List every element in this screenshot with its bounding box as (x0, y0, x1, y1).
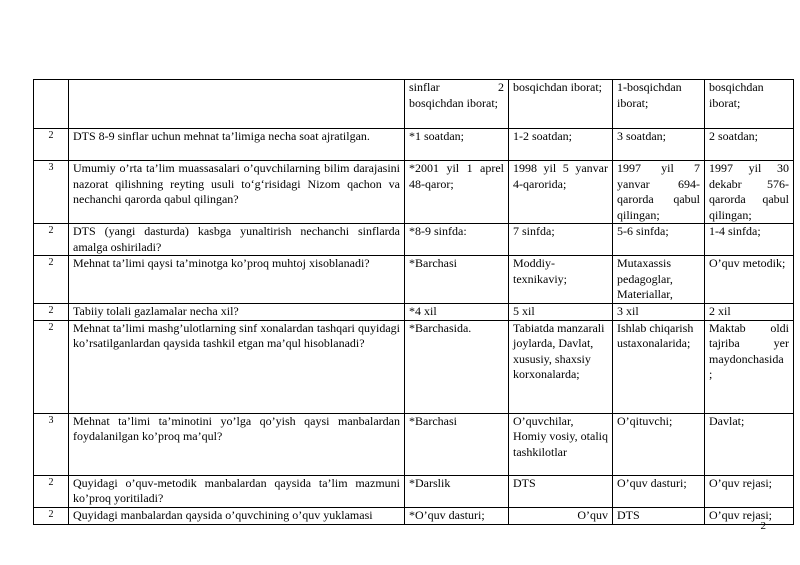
answer-correct: *Barchasi (405, 413, 509, 475)
answer-option-4: Maktab oldi tajriba yer maydonchasida ; (705, 320, 794, 413)
page-number: 2 (760, 520, 766, 532)
question-text: Mehnat ta’limi ta’minotini yo’lga qo’yish qaysi manbalardan foydalanilgan ko’proq ma’qul? (69, 413, 405, 475)
answer-option-4: O’quv metodik; (705, 256, 794, 304)
answer-option-3: 3 soatdan; (613, 129, 705, 161)
question-points: 2 (34, 256, 69, 304)
answer-option-2: bosqichdan iborat; (509, 80, 613, 129)
question-text: DTS (yangi dasturda) kasbga yunaltirish nechanchi sinflarda amalga oshiriladi? (69, 224, 405, 256)
answer-option-3: DTS (613, 507, 705, 524)
answer-option-2: 1998 yil 5 yanvar 4-qarorida; (509, 161, 613, 224)
table-row (34, 413, 794, 475)
table-row (34, 224, 794, 256)
answer-option-3: Ishlab chiqarish ustaxonalarida; (613, 320, 705, 413)
answer-correct: *2001 yil 1 aprel 48-qaror; (405, 161, 509, 224)
answer-option-4: O’quv rejasi; (705, 475, 794, 507)
answer-correct: *Barchasi (405, 256, 509, 304)
question-table (33, 79, 794, 525)
answer-correct: *Barchasida. (405, 320, 509, 413)
question-text: Umumiy o’rta ta’lim muassasalari o’quvchilarning bilim darajasini nazorat qilishning reyting usuli to‘g‘risidagi Nizom qachon va nechanchi qarorda qabul qilingan? (69, 161, 405, 224)
table-row (34, 161, 794, 224)
answer-correct: *4 xil (405, 303, 509, 320)
answer-option-3: O’qituvchi; (613, 413, 705, 475)
answer-option-4: O’quv rejasi; (705, 507, 794, 524)
answer-option-4: 1-4 sinfda; (705, 224, 794, 256)
table-row (34, 475, 794, 507)
answer-option-4: Davlat; (705, 413, 794, 475)
question-text: DTS 8-9 sinflar uchun mehnat ta’limiga necha soat ajratilgan. (69, 129, 405, 161)
question-points: 2 (34, 303, 69, 320)
answer-option-3: 1997 yil 7 yanvar 694-qarorda qabul qilingan; (613, 161, 705, 224)
question-text: Quyidagi o’quv-metodik manbalardan qaysida ta’lim mazmuni ko’proq yoritiladi? (69, 475, 405, 507)
answer-option-2: 7 sinfda; (509, 224, 613, 256)
answer-option-3: 1-bosqichdan iborat; (613, 80, 705, 129)
answer-option-2: Moddiy-texnikaviy; (509, 256, 613, 304)
table-row (34, 256, 794, 304)
table-row (34, 320, 794, 413)
question-points: 2 (34, 320, 69, 413)
answer-option-2: Tabiatda manzarali joylarda, Davlat, xususiy, shaxsiy korxonalarda; (509, 320, 613, 413)
table-row (34, 507, 794, 524)
answer-option-2: DTS (509, 475, 613, 507)
question-points: 2 (34, 224, 69, 256)
answer-option-2: 5 xil (509, 303, 613, 320)
answer-correct: *Darslik (405, 475, 509, 507)
answer-option-4: 2 soatdan; (705, 129, 794, 161)
answer-option-4: 2 xil (705, 303, 794, 320)
table-row (34, 303, 794, 320)
answer-option-3: 5-6 sinfda; (613, 224, 705, 256)
question-text: Mehnat ta’limi qaysi ta’minotga ko’proq muhtoj xisoblanadi? (69, 256, 405, 304)
question-points: 2 (34, 475, 69, 507)
question-points: 2 (34, 129, 69, 161)
question-points (34, 80, 69, 129)
answer-correct: sinflar 2 bosqichdan iborat; (405, 80, 509, 129)
table-row (34, 129, 794, 161)
answer-option-2: 1-2 soatdan; (509, 129, 613, 161)
answer-option-3: O’quv dasturi; (613, 475, 705, 507)
question-points: 2 (34, 507, 69, 524)
question-points: 3 (34, 413, 69, 475)
answer-option-4: 1997 yil 30 dekabr 576-qarorda qabul qilingan; (705, 161, 794, 224)
question-text (69, 80, 405, 129)
answer-option-2: O’quv (509, 507, 613, 524)
question-text: Mehnat ta’limi mashg’ulotlarning sinf xonalardan tashqari quyidagi ko’rsatilganlardan qaysida tashkil etgan ma’qul hisoblanadi? (69, 320, 405, 413)
answer-option-3: Mutaxassis pedagoglar, Materiallar, (613, 256, 705, 304)
table-row (34, 80, 794, 129)
answer-option-4: bosqichdan iborat; (705, 80, 794, 129)
question-points: 3 (34, 161, 69, 224)
answer-option-2: O’quvchilar, Homiy vosiy, otaliq tashkilotlar (509, 413, 613, 475)
answer-correct: *O’quv dasturi; (405, 507, 509, 524)
question-text: Tabiiy tolali gazlamalar necha xil? (69, 303, 405, 320)
question-text: Quyidagi manbalardan qaysida o’quvchining o’quv yuklamasi (69, 507, 405, 524)
answer-option-3: 3 xil (613, 303, 705, 320)
answer-correct: *8-9 sinfda: (405, 224, 509, 256)
answer-correct: *1 soatdan; (405, 129, 509, 161)
